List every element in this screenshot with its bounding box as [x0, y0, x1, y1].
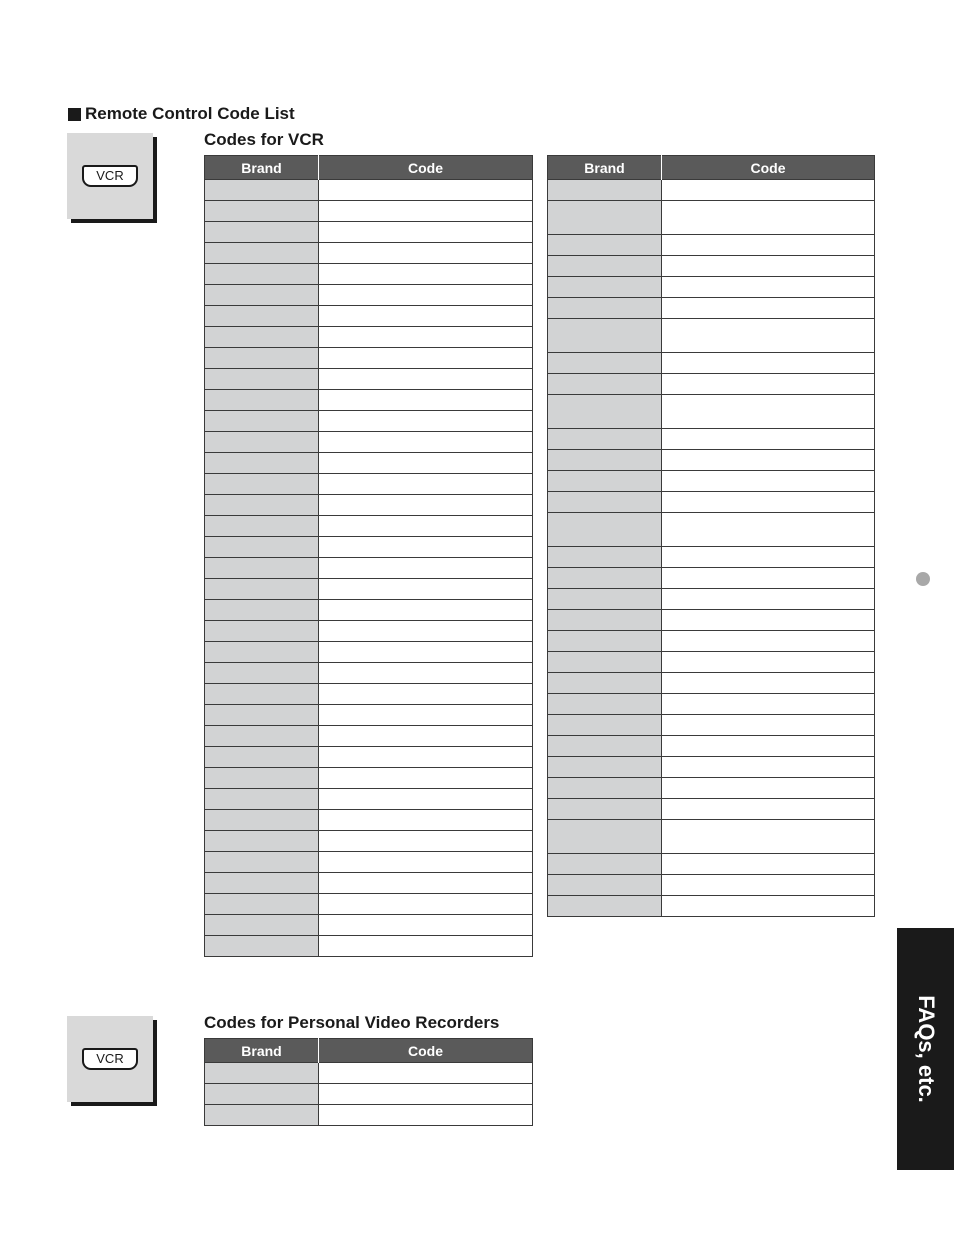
- code-cell: [662, 673, 875, 694]
- brand-cell: [205, 600, 319, 621]
- table-row: [205, 747, 533, 768]
- code-cell: [662, 694, 875, 715]
- page-marker-dot: [916, 572, 930, 586]
- code-cell: [319, 579, 533, 600]
- table-row: [205, 369, 533, 390]
- code-cell: [319, 621, 533, 642]
- table-row: [548, 471, 875, 492]
- brand-cell: [548, 298, 662, 319]
- code-cell: [662, 298, 875, 319]
- table-row: [205, 768, 533, 789]
- brand-cell: [205, 1105, 319, 1126]
- code-cell: [319, 705, 533, 726]
- table-row: [205, 684, 533, 705]
- brand-cell: [205, 894, 319, 915]
- table-row: [548, 180, 875, 201]
- code-cell: [662, 547, 875, 568]
- table-row: [205, 726, 533, 747]
- table-row: [548, 353, 875, 374]
- brand-cell: [205, 201, 319, 222]
- brand-cell: [548, 353, 662, 374]
- brand-header: Brand: [205, 1039, 319, 1063]
- table-row: [548, 875, 875, 896]
- code-cell: [662, 353, 875, 374]
- brand-cell: [548, 778, 662, 799]
- code-cell: [662, 429, 875, 450]
- brand-cell: [548, 547, 662, 568]
- table-row: [548, 854, 875, 875]
- table-row: [548, 298, 875, 319]
- code-cell: [662, 896, 875, 917]
- code-cell: [662, 820, 875, 854]
- brand-cell: [205, 411, 319, 432]
- code-cell: [662, 450, 875, 471]
- brand-cell: [205, 684, 319, 705]
- code-cell: [662, 201, 875, 235]
- code-cell: [319, 285, 533, 306]
- brand-cell: [205, 432, 319, 453]
- faqs-side-tab[interactable]: [897, 928, 954, 1170]
- brand-cell: [548, 395, 662, 429]
- table-row: [205, 663, 533, 684]
- code-cell: [319, 831, 533, 852]
- brand-cell: [205, 222, 319, 243]
- code-cell: [319, 1063, 533, 1084]
- code-cell: [319, 369, 533, 390]
- brand-cell: [205, 747, 319, 768]
- brand-cell: [548, 896, 662, 917]
- code-cell: [319, 222, 533, 243]
- brand-cell: [205, 915, 319, 936]
- code-cell: [319, 873, 533, 894]
- table-row: [548, 631, 875, 652]
- table-row: [548, 256, 875, 277]
- brand-cell: [205, 726, 319, 747]
- code-cell: [319, 390, 533, 411]
- brand-cell: [205, 306, 319, 327]
- code-header: Code: [319, 1039, 533, 1063]
- brand-cell: [205, 810, 319, 831]
- brand-cell: [548, 450, 662, 471]
- brand-cell: [205, 705, 319, 726]
- brand-cell: [205, 642, 319, 663]
- code-cell: [319, 474, 533, 495]
- brand-cell: [205, 789, 319, 810]
- brand-cell: [548, 694, 662, 715]
- code-cell: [662, 395, 875, 429]
- code-cell: [319, 684, 533, 705]
- table-row: [205, 180, 533, 201]
- code-cell: [662, 277, 875, 298]
- code-cell: [319, 558, 533, 579]
- table-row: [548, 547, 875, 568]
- code-cell: [319, 180, 533, 201]
- table-row: [205, 285, 533, 306]
- table-row: [205, 327, 533, 348]
- brand-cell: [205, 1063, 319, 1084]
- table-row: [205, 516, 533, 537]
- brand-header: Brand: [548, 156, 662, 180]
- brand-cell: [205, 663, 319, 684]
- brand-cell: [205, 1084, 319, 1105]
- brand-cell: [205, 495, 319, 516]
- brand-cell: [548, 374, 662, 395]
- code-cell: [319, 747, 533, 768]
- brand-cell: [548, 673, 662, 694]
- table-row: [548, 568, 875, 589]
- code-cell: [319, 1105, 533, 1126]
- brand-cell: [548, 854, 662, 875]
- code-cell: [319, 432, 533, 453]
- brand-cell: [548, 492, 662, 513]
- brand-cell: [548, 319, 662, 353]
- brand-cell: [205, 180, 319, 201]
- brand-cell: [205, 243, 319, 264]
- code-cell: [319, 453, 533, 474]
- code-cell: [662, 778, 875, 799]
- table-row: [205, 852, 533, 873]
- code-cell: [662, 374, 875, 395]
- table-row: [548, 778, 875, 799]
- brand-cell: [548, 820, 662, 854]
- brand-cell: [205, 936, 319, 957]
- table-row: [548, 715, 875, 736]
- brand-cell: [548, 429, 662, 450]
- code-cell: [319, 852, 533, 873]
- table-row: [205, 432, 533, 453]
- pvr-codes-table: [204, 1038, 533, 1126]
- code-cell: [319, 936, 533, 957]
- table-row: [548, 589, 875, 610]
- brand-cell: [205, 327, 319, 348]
- code-cell: [662, 715, 875, 736]
- code-cell: [662, 256, 875, 277]
- vcr-button-icon: VCR: [82, 1048, 138, 1070]
- code-cell: [319, 516, 533, 537]
- code-header: Code: [319, 156, 533, 180]
- brand-cell: [205, 369, 319, 390]
- table-row: [205, 789, 533, 810]
- brand-cell: [205, 516, 319, 537]
- table-row: [548, 277, 875, 298]
- brand-header: Brand: [205, 156, 319, 180]
- code-cell: [319, 537, 533, 558]
- pvr-remote-icon: [67, 1016, 153, 1102]
- table-row: [548, 736, 875, 757]
- code-cell: [662, 854, 875, 875]
- brand-cell: [205, 831, 319, 852]
- code-cell: [662, 471, 875, 492]
- table-row: [548, 235, 875, 256]
- table-row: [205, 1105, 533, 1126]
- code-cell: [319, 768, 533, 789]
- table-row: [205, 243, 533, 264]
- code-cell: [662, 875, 875, 896]
- table-row: [548, 492, 875, 513]
- brand-cell: [205, 285, 319, 306]
- code-cell: [662, 736, 875, 757]
- brand-cell: [548, 589, 662, 610]
- section-title-text: Remote Control Code List: [85, 104, 295, 123]
- brand-cell: [548, 715, 662, 736]
- table-row: [548, 374, 875, 395]
- code-cell: [662, 610, 875, 631]
- table-row: [205, 264, 533, 285]
- table-row: [548, 201, 875, 235]
- brand-cell: [548, 736, 662, 757]
- code-cell: [662, 631, 875, 652]
- code-cell: [319, 243, 533, 264]
- table-row: [205, 222, 533, 243]
- code-cell: [319, 894, 533, 915]
- code-cell: [319, 600, 533, 621]
- table-row: [548, 652, 875, 673]
- pvr-codes-title: Codes for Personal Video Recorders: [204, 1013, 500, 1032]
- brand-cell: [205, 873, 319, 894]
- table-row: [205, 831, 533, 852]
- code-cell: [319, 789, 533, 810]
- table-row: [205, 621, 533, 642]
- brand-cell: [548, 256, 662, 277]
- code-cell: [662, 568, 875, 589]
- brand-cell: [205, 621, 319, 642]
- brand-cell: [548, 799, 662, 820]
- table-row: [205, 495, 533, 516]
- brand-cell: [205, 264, 319, 285]
- code-cell: [319, 411, 533, 432]
- table-row: [205, 810, 533, 831]
- table-row: [205, 537, 533, 558]
- table-row: [205, 894, 533, 915]
- code-cell: [319, 348, 533, 369]
- table-row: [548, 610, 875, 631]
- table-row: [205, 579, 533, 600]
- code-cell: [319, 1084, 533, 1105]
- code-cell: [319, 495, 533, 516]
- brand-cell: [548, 610, 662, 631]
- brand-cell: [548, 235, 662, 256]
- brand-cell: [205, 537, 319, 558]
- brand-cell: [205, 558, 319, 579]
- table-row: [205, 453, 533, 474]
- table-row: [548, 799, 875, 820]
- table-row: [205, 474, 533, 495]
- table-row: [205, 348, 533, 369]
- table-row: [548, 820, 875, 854]
- brand-cell: [205, 474, 319, 495]
- vcr-codes-table-left: [204, 155, 533, 957]
- brand-cell: [548, 201, 662, 235]
- table-row: [205, 390, 533, 411]
- table-row: [548, 896, 875, 917]
- code-cell: [662, 319, 875, 353]
- vcr-button-icon: VCR: [82, 165, 138, 187]
- table-row: [548, 429, 875, 450]
- code-cell: [319, 726, 533, 747]
- code-header: Code: [662, 156, 875, 180]
- code-cell: [662, 180, 875, 201]
- table-row: [205, 915, 533, 936]
- table-row: [548, 319, 875, 353]
- table-row: [548, 395, 875, 429]
- brand-cell: [205, 348, 319, 369]
- table-row: [548, 694, 875, 715]
- code-cell: [662, 235, 875, 256]
- code-cell: [319, 201, 533, 222]
- table-row: [548, 757, 875, 778]
- brand-cell: [205, 579, 319, 600]
- table-row: [205, 1084, 533, 1105]
- table-row: [205, 936, 533, 957]
- code-cell: [319, 642, 533, 663]
- brand-cell: [548, 631, 662, 652]
- table-row: [205, 1063, 533, 1084]
- table-row: [205, 201, 533, 222]
- side-tab-label: FAQs, etc.: [913, 995, 939, 1103]
- vcr-remote-icon: [67, 133, 153, 219]
- brand-cell: [548, 513, 662, 547]
- table-row: [548, 673, 875, 694]
- section-title: [68, 104, 295, 124]
- brand-cell: [548, 471, 662, 492]
- code-cell: [662, 799, 875, 820]
- code-cell: [319, 306, 533, 327]
- table-row: [205, 873, 533, 894]
- table-row: [205, 600, 533, 621]
- code-cell: [319, 663, 533, 684]
- code-cell: [319, 915, 533, 936]
- code-cell: [662, 757, 875, 778]
- brand-cell: [205, 768, 319, 789]
- code-cell: [662, 589, 875, 610]
- brand-cell: [548, 875, 662, 896]
- table-row: [548, 450, 875, 471]
- code-cell: [319, 810, 533, 831]
- brand-cell: [548, 757, 662, 778]
- code-cell: [662, 652, 875, 673]
- table-row: [205, 306, 533, 327]
- code-cell: [662, 492, 875, 513]
- table-row: [205, 558, 533, 579]
- brand-cell: [548, 180, 662, 201]
- code-cell: [319, 264, 533, 285]
- vcr-codes-title: Codes for VCR: [204, 130, 324, 149]
- brand-cell: [205, 390, 319, 411]
- code-cell: [662, 513, 875, 547]
- vcr-codes-table-right: [547, 155, 875, 917]
- table-row: [205, 705, 533, 726]
- table-row: [205, 642, 533, 663]
- code-cell: [319, 327, 533, 348]
- brand-cell: [205, 852, 319, 873]
- brand-cell: [205, 453, 319, 474]
- table-row: [548, 513, 875, 547]
- brand-cell: [548, 277, 662, 298]
- table-row: [205, 411, 533, 432]
- section-bullet-icon: [68, 108, 81, 121]
- brand-cell: [548, 652, 662, 673]
- brand-cell: [548, 568, 662, 589]
